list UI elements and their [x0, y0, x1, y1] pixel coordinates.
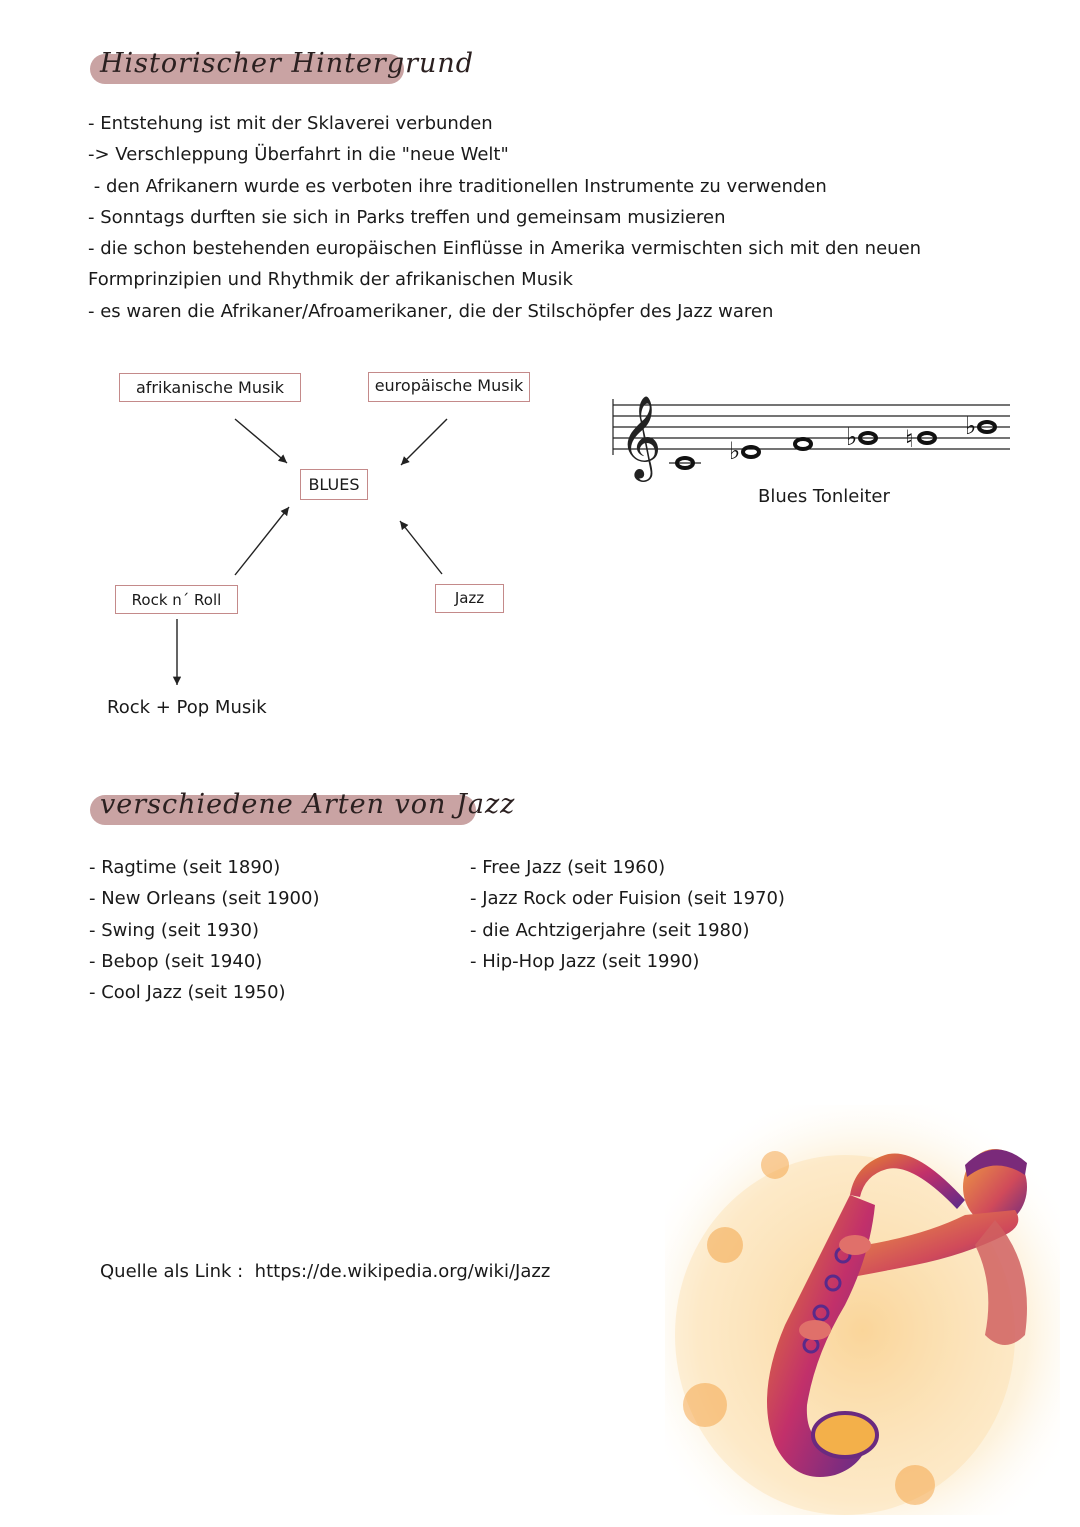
list-item: - Jazz Rock oder Fuision (seit 1970)	[470, 888, 785, 910]
box-rock-n-roll: Rock n´ Roll	[115, 585, 238, 614]
box-african-music: afrikanische Musik	[119, 373, 301, 402]
arrow-european-to-blues	[401, 419, 447, 465]
list-item: - Ragtime (seit 1890)	[89, 857, 281, 878]
list-item: - Free Jazz (seit 1960)	[470, 857, 666, 878]
flat-icon: ♭	[965, 412, 977, 440]
heading-text: Historischer Hintergrund	[100, 48, 475, 79]
history-line: Formprinzipien und Rhythmik der afrikanischen Musik	[88, 269, 573, 291]
list-item: - Hip-Hop Jazz (seit 1990)	[470, 950, 700, 972]
list-item: - Cool Jazz (seit 1950)	[89, 982, 286, 1004]
history-line: -> Verschleppung Überfahrt in die "neue Welt"	[88, 144, 509, 166]
blues-scale-staff	[605, 385, 1025, 485]
jazz-list-left	[89, 852, 319, 1008]
jazz-list-right	[470, 852, 785, 977]
section-heading-jazz-types	[90, 789, 516, 825]
box-jazz: Jazz	[435, 584, 504, 613]
list-item: - die Achtzigerjahre (seit 1980)	[470, 919, 750, 941]
note-e-flat	[743, 447, 759, 457]
heading-text: verschiedene Arten von Jazz	[100, 789, 516, 820]
history-line: - Sonntags durften sie sich in Parks treffen und gemeinsam musizieren	[88, 206, 726, 228]
history-line: - Entstehung ist mit der Sklaverei verbunden	[88, 113, 493, 134]
box-blues: BLUES	[300, 469, 368, 500]
arrow-african-to-blues	[235, 419, 287, 463]
arrow-jazz-to-blues	[400, 521, 442, 574]
list-item: - New Orleans (seit 1900)	[89, 888, 320, 910]
rock-pop-label: Rock + Pop Musik	[107, 697, 267, 718]
list-item: - Swing (seit 1930)	[89, 919, 260, 941]
box-european-music: europäische Musik	[368, 372, 530, 402]
flat-icon: ♭	[846, 423, 858, 451]
history-line: - es waren die Afrikaner/Afroamerikaner, die der Stilschöpfer des Jazz waren	[88, 300, 774, 322]
history-line: - den Afrikanern wurde es verboten ihre traditionellen Instrumente zu verwenden	[88, 175, 827, 197]
arrow-rock-to-blues	[235, 507, 289, 575]
note-f	[795, 439, 811, 449]
list-item: - Bebop (seit 1940)	[89, 950, 263, 972]
history-line: - die schon bestehenden europäischen Einflüsse in Amerika vermischten sich mit den neuen	[88, 238, 922, 260]
source-link[interactable]: Quelle als Link : https://de.wikipedia.org/wiki/Jazz	[100, 1261, 551, 1282]
flat-icon: ♭	[729, 437, 741, 465]
natural-icon: ♮	[905, 425, 914, 453]
treble-clef-icon: 𝄞	[619, 394, 662, 478]
diagram-arrows	[0, 0, 1080, 760]
scale-caption: Blues Tonleiter	[758, 486, 890, 507]
saxophone-player-illustration	[665, 1105, 1060, 1515]
